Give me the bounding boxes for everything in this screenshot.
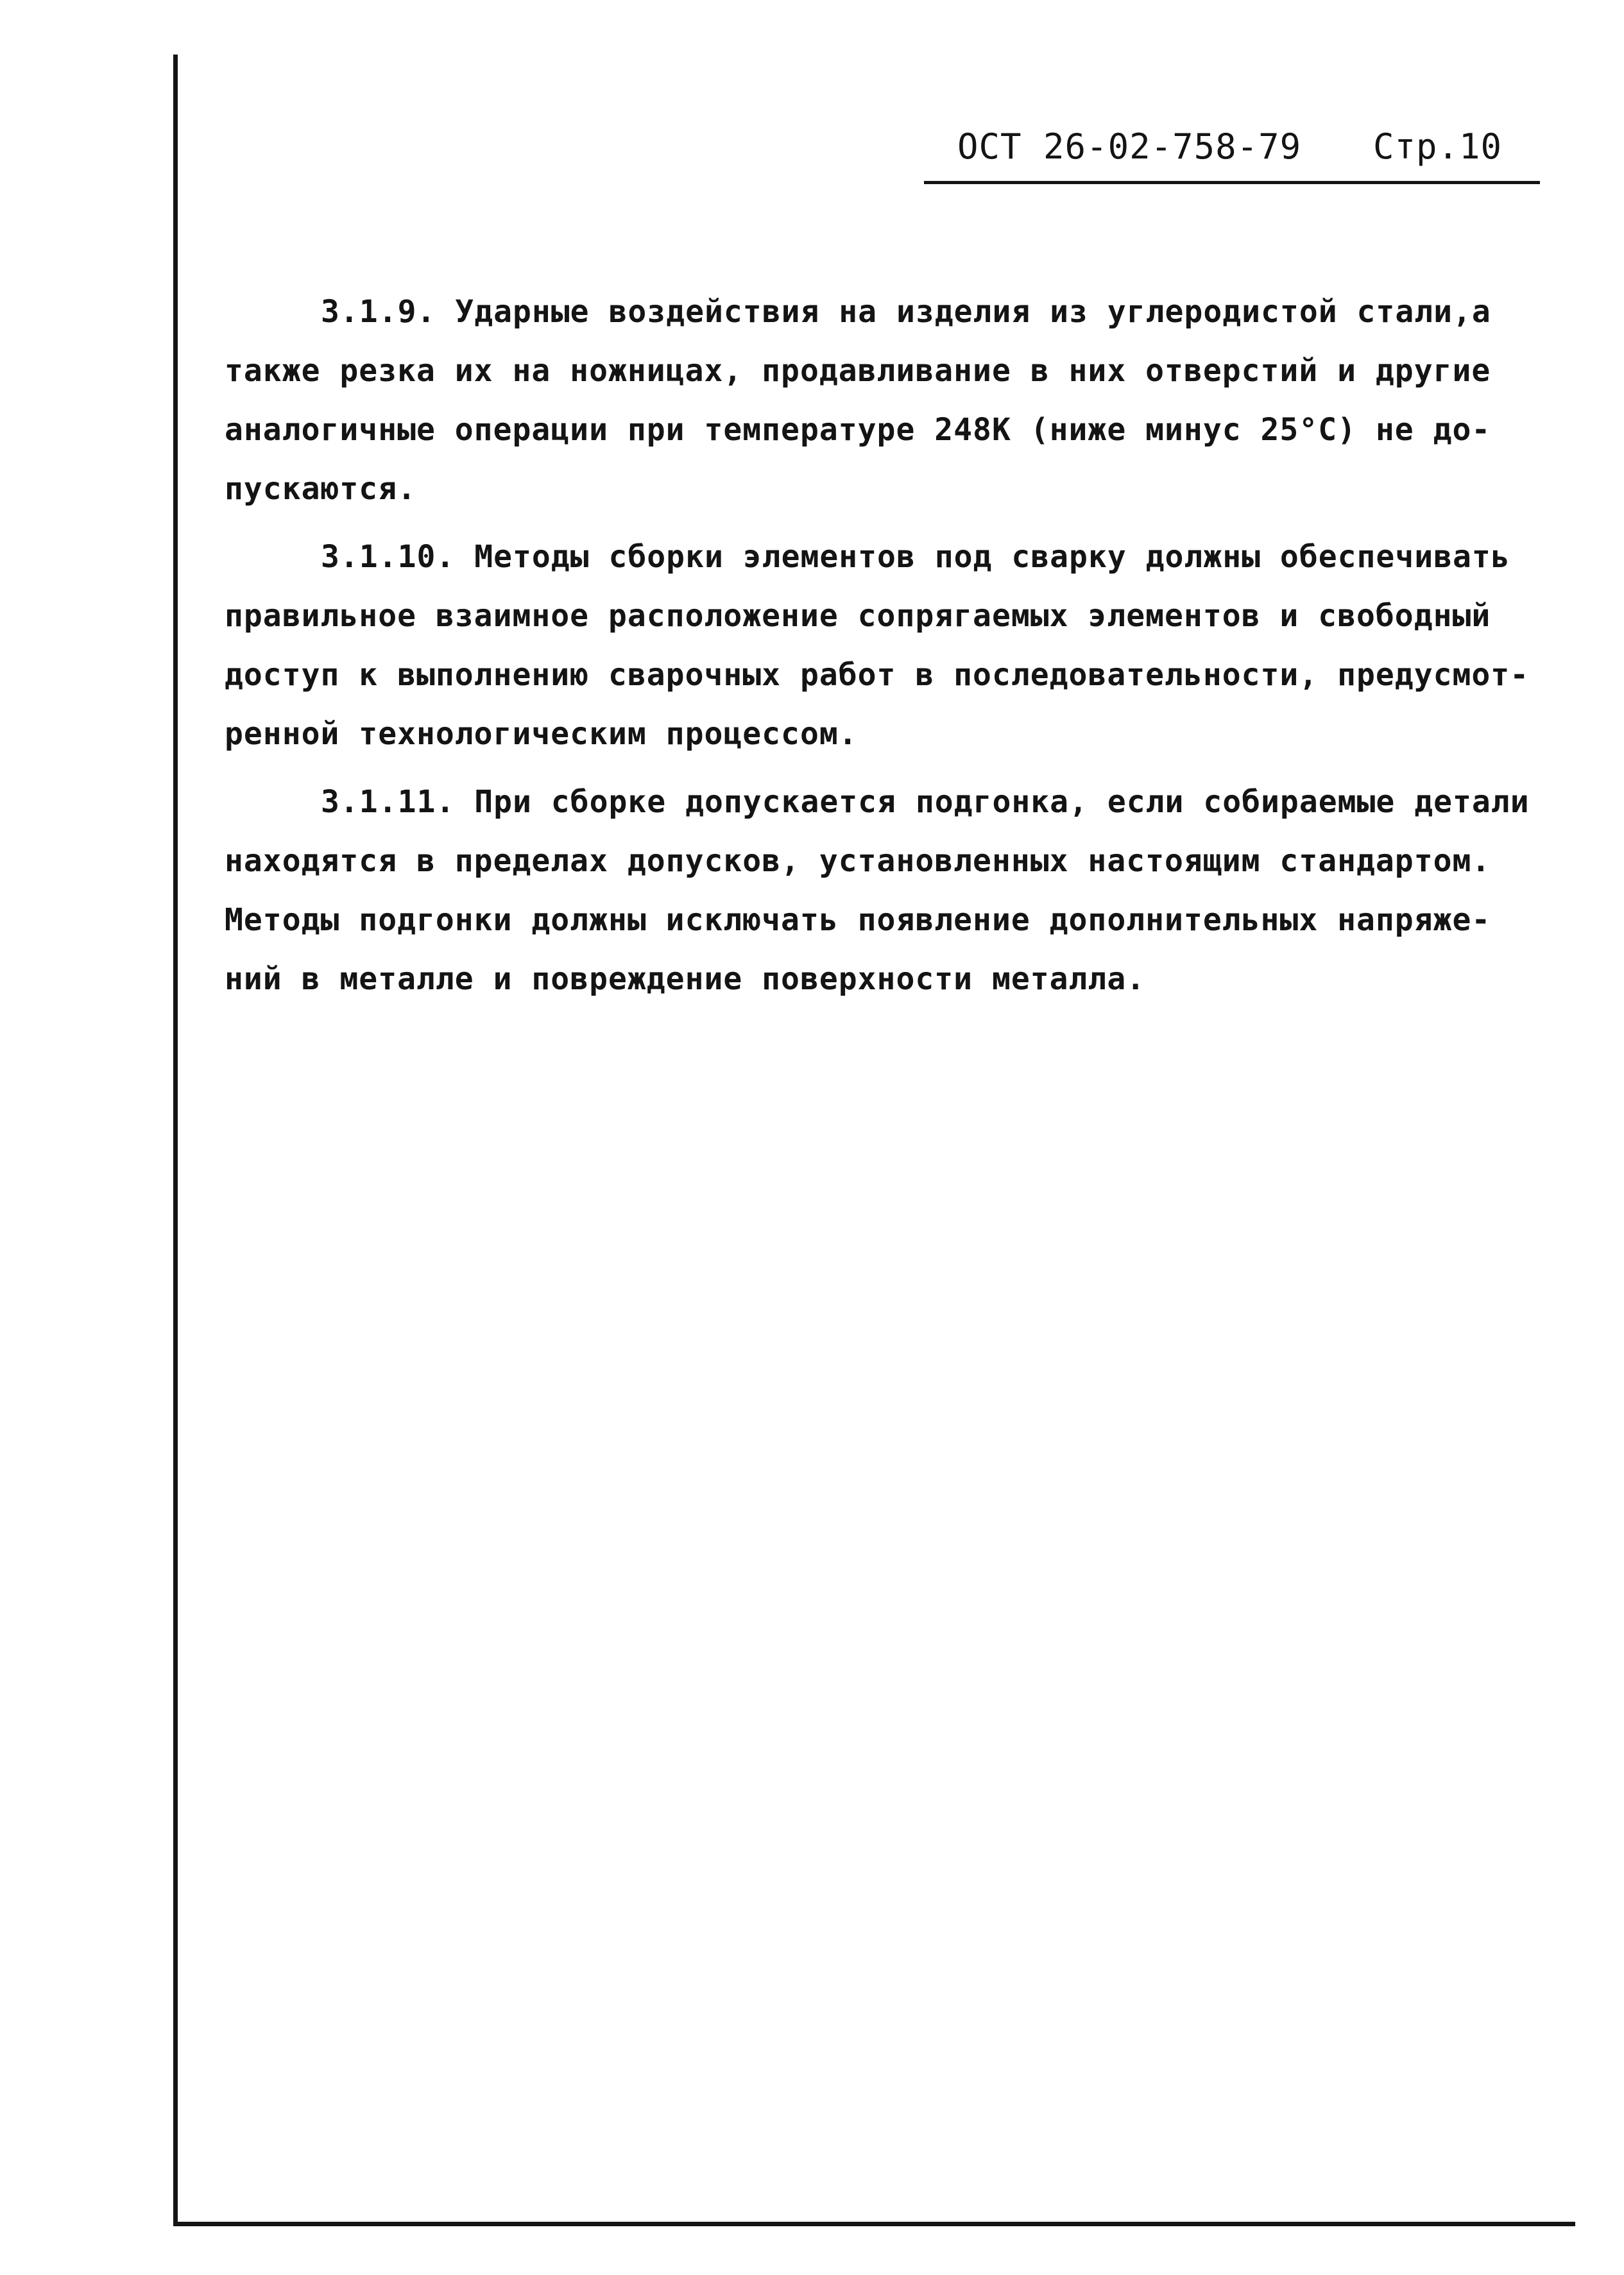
document-code: ОСТ 26-02-758-79 <box>957 126 1302 167</box>
document-body <box>225 282 1572 1018</box>
text-line: также резка их на ножницах, продавливание в них отверстий и другие <box>225 353 1491 389</box>
text-line: находятся в пределах допусков, установленных настоящим стандартом. <box>225 843 1491 879</box>
text-line: пускаются. <box>225 471 416 507</box>
paragraph-3-1-11 <box>225 772 1572 1009</box>
text-line: доступ к выполнению сварочных работ в последовательности, предусмот- <box>225 657 1530 693</box>
text-line: ний в металле и повреждение поверхности металла. <box>225 961 1146 997</box>
text-line: ренной технологическим процессом. <box>225 716 858 752</box>
text-line: Методы подгонки должны исключать появление дополнительных напряже- <box>225 902 1491 938</box>
text-line: 3.1.9. Ударные воздействия на изделия из углеродистой стали,а <box>321 294 1491 330</box>
bottom-frame-line <box>173 2222 1575 2226</box>
header-underline <box>924 181 1540 184</box>
left-frame-line <box>173 55 178 2226</box>
text-line: 3.1.11. При сборке допускается подгонка, если собираемые детали <box>321 784 1530 820</box>
text-line: аналогичные операции при температуре 248К (ниже минус 25°С) не до- <box>225 412 1491 448</box>
paragraph-3-1-9 <box>225 282 1572 518</box>
text-line: правильное взаимное расположение сопрягаемых элементов и свободный <box>225 598 1491 634</box>
page-number: Стр.10 <box>1373 126 1503 167</box>
text-line: 3.1.10. Методы сборки элементов под сварку должны обеспечивать <box>321 539 1510 575</box>
paragraph-3-1-10 <box>225 527 1572 763</box>
page-header <box>924 119 1540 189</box>
